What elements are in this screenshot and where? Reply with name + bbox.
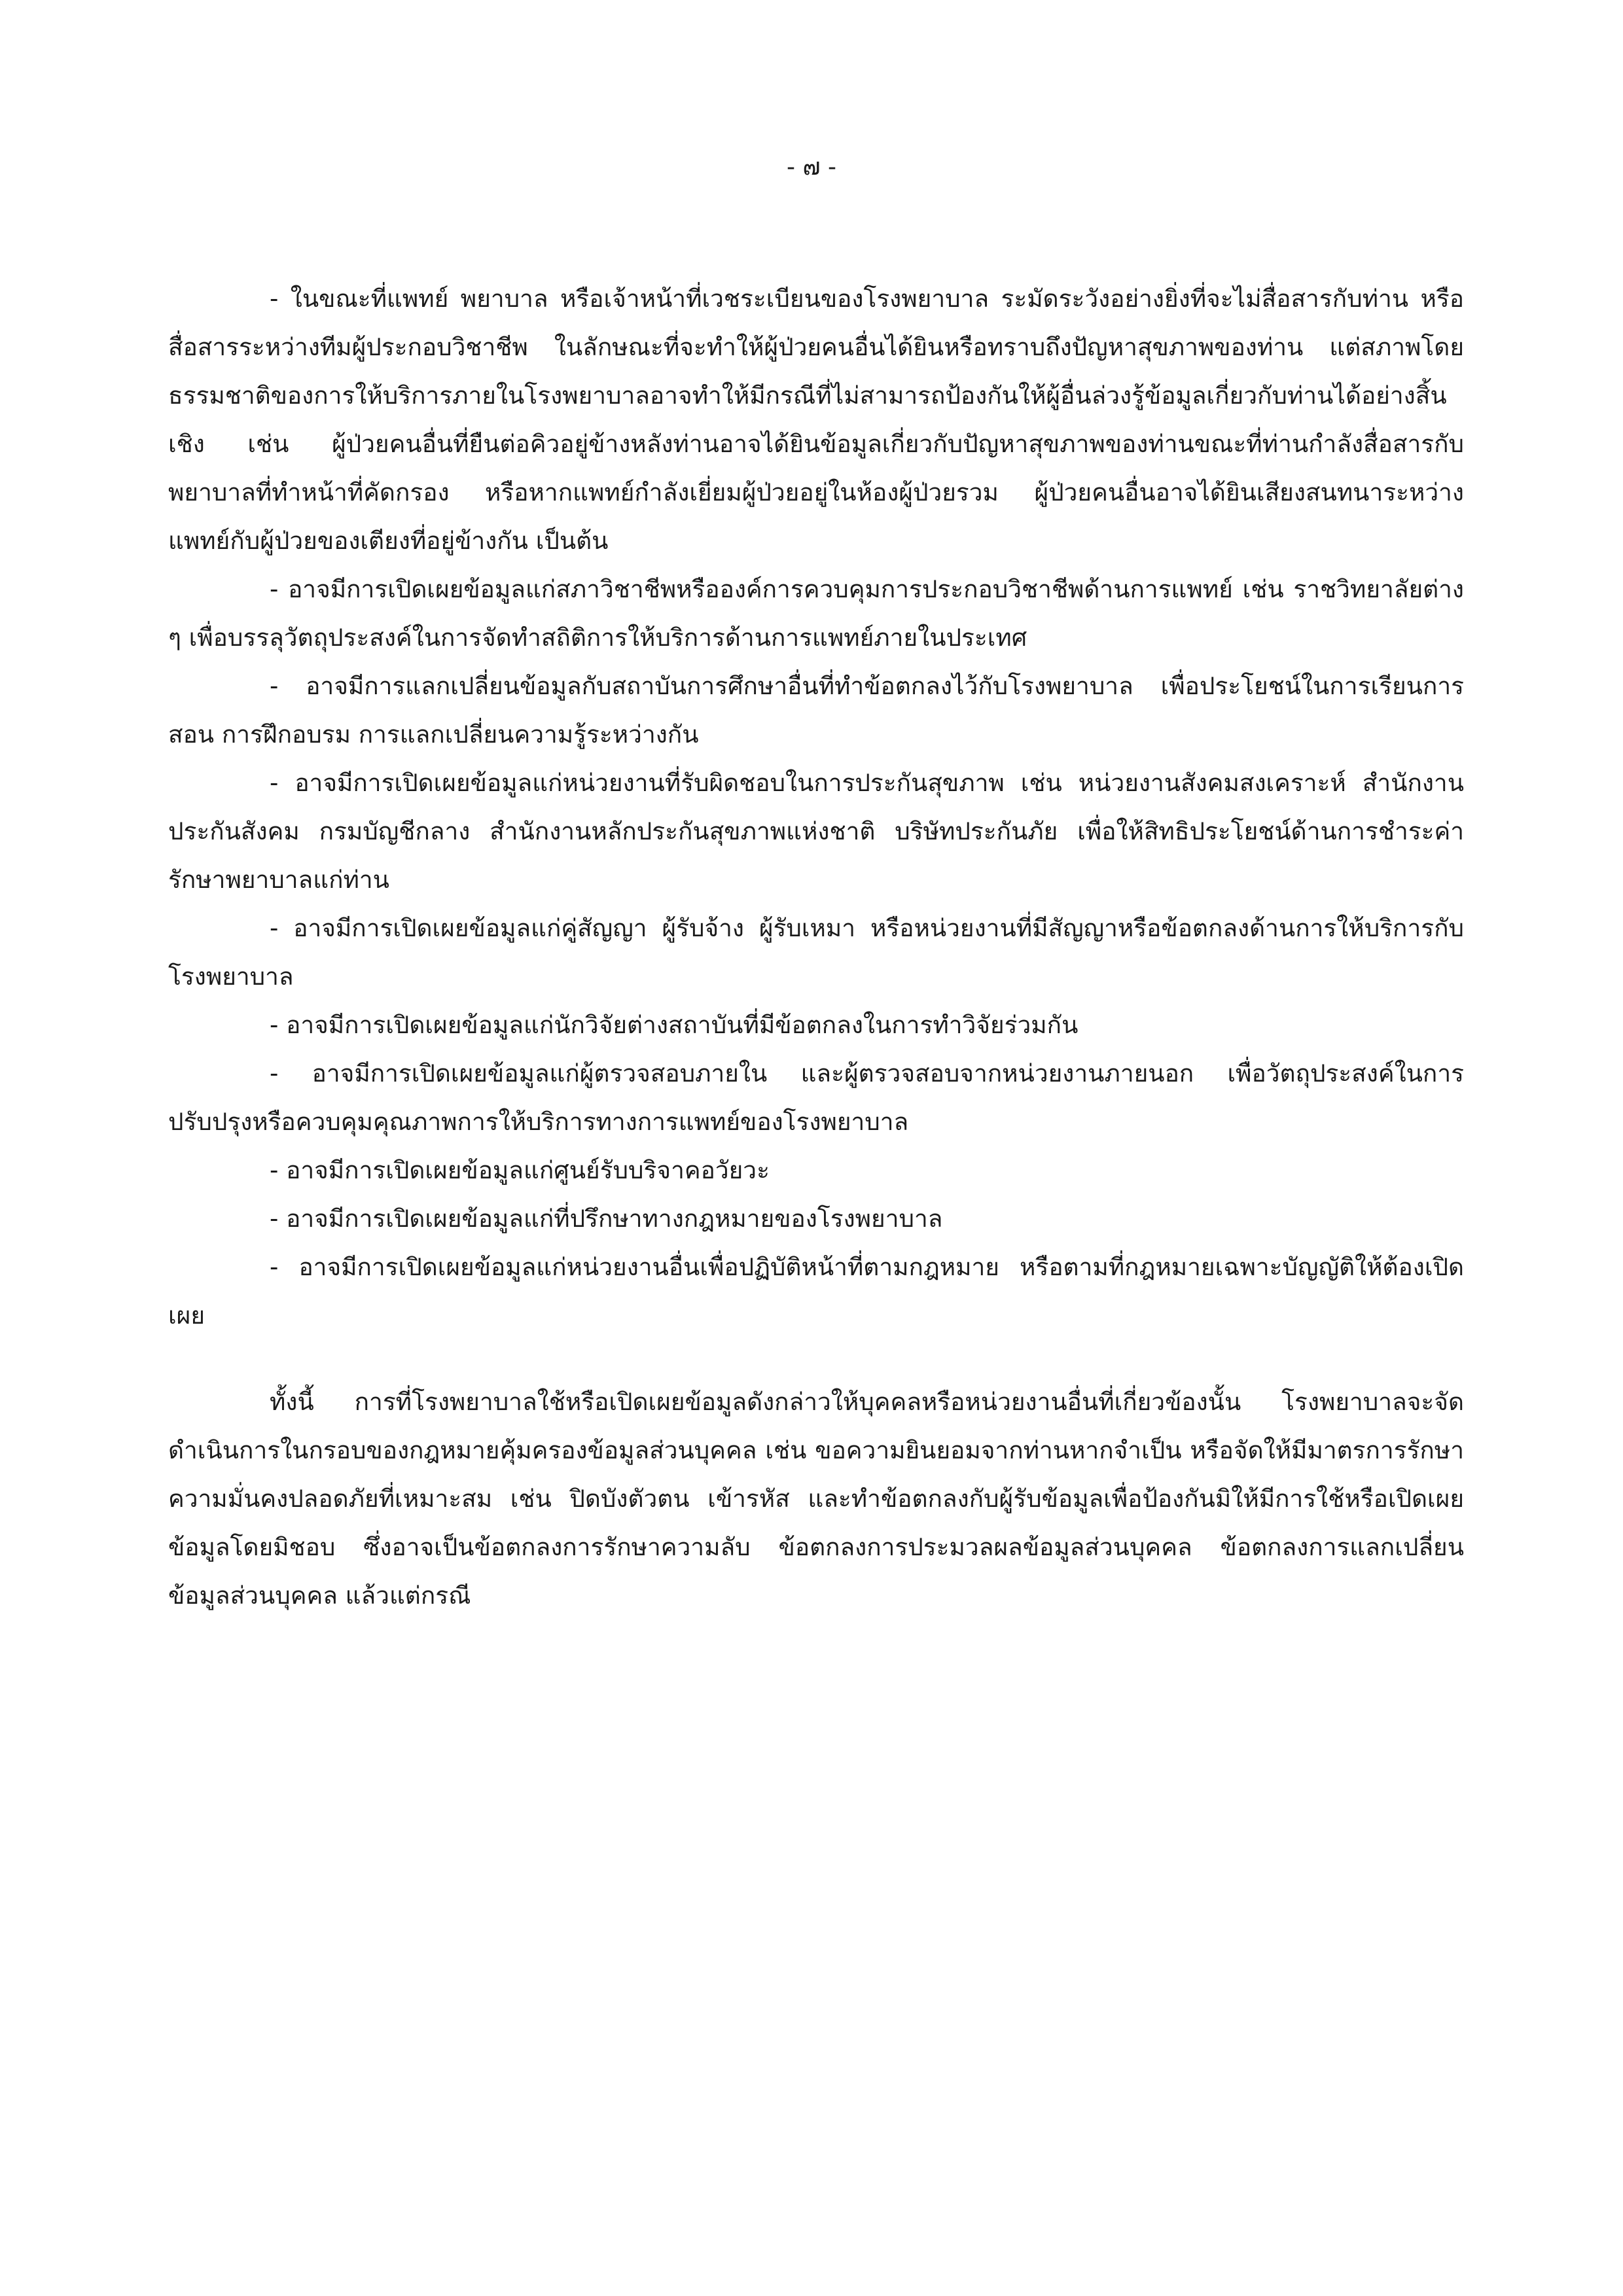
page-number: - ๗ - [787,154,836,181]
bullet-paragraph-2: - อาจมีการเปิดเผยข้อมูลแก่สภาวิชาชีพหรือองค์การควบคุมการประกอบวิชาชีพด้านการแพทย์ เช่น ราชวิทยาลัยต่าง ๆ เพื่อบรรลุวัตถุประสงค์ในการจัดทำสถิติการให้บริการด้านการแพทย์ภายในประเทศ [168,575,1464,652]
bullet-paragraph-9: - อาจมีการเปิดเผยข้อมูลแก่ที่ปรึกษาทางกฎหมายของโรงพยาบาล [270,1205,943,1233]
bullet-paragraph-1: - ในขณะที่แพทย์ พยาบาล หรือเจ้าหน้าที่เวชระเบียนของโรงพยาบาล ระมัดระวังอย่างยิ่งที่จะไม่สื่อสารกับท่าน หรือสื่อสารระหว่างทีมผู้ประกอบวิชาชีพ ในลักษณะที่จะทำให้ผู้ป่วยคนอื่นได้ยินหรือทราบถึงปัญหาสุขภาพของท่าน แต่สภาพโดยธรรมชาติของการให้บริการภายในโรงพยาบาลอาจทำให้มีกรณีที่ไม่สามารถป้องกันให้ผู้อื่นล่วงรู้ข้อมูลเกี่ยวกับท่านได้อย่างสิ้นเชิง เช่น ผู้ป่วยคนอื่นที่ยืนต่อคิวอยู่ข้างหลังท่านอาจได้ยินข้อมูลเกี่ยวกับปัญหาสุขภาพของท่านขณะที่ท่านกำลังสื่อสารกับพยาบาลที่ทำหน้าที่คัดกรอง หรือหากแพทย์กำลังเยี่ยมผู้ป่วยอยู่ในห้องผู้ป่วยรวม ผู้ป่วยคนอื่นอาจได้ยินเสียงสนทนาระหว่างแพทย์กับผู้ป่วยของเตียงที่อยู่ข้างกัน เป็นต้น [168,285,1464,555]
document-body [168,275,1464,1620]
bullet-paragraph-4: - อาจมีการเปิดเผยข้อมูลแก่หน่วยงานที่รับผิดชอบในการประกันสุขภาพ เช่น หน่วยงานสังคมสงเคราะห์ สำนักงานประกันสังคม กรมบัญชีกลาง สำนักงานหลักประกันสุขภาพแห่งชาติ บริษัทประกันภัย เพื่อให้สิทธิประโยชน์ด้านการชำระค่ารักษาพยาบาลแก่ท่าน [168,769,1464,894]
bullet-paragraph-10: - อาจมีการเปิดเผยข้อมูลแก่หน่วยงานอื่นเพื่อปฏิบัติหน้าที่ตามกฎหมาย หรือตามที่กฎหมายเฉพาะบัญญัติให้ต้องเปิดเผย [168,1253,1464,1330]
bullet-paragraph-7: - อาจมีการเปิดเผยข้อมูลแก่ผู้ตรวจสอบภายใน และผู้ตรวจสอบจากหน่วยงานภายนอก เพื่อวัตถุประสงค์ในการปรับปรุงหรือควบคุมคุณภาพการให้บริการทางการแพทย์ของโรงพยาบาล [168,1059,1464,1136]
bullet-paragraph-8: - อาจมีการเปิดเผยข้อมูลแก่ศูนย์รับบริจาคอวัยวะ [270,1156,770,1184]
closing-paragraph: ทั้งนี้ การที่โรงพยาบาลใช้หรือเปิดเผยข้อมูลดังกล่าวให้บุคคลหรือหน่วยงานอื่นที่เกี่ยวข้องนั้น โรงพยาบาลจะจัดดำเนินการในกรอบของกฎหมายคุ้มครองข้อมูลส่วนบุคคล เช่น ขอความยินยอมจากท่านหากจำเป็น หรือจัดให้มีมาตรการรักษาความมั่นคงปลอดภัยที่เหมาะสม เช่น ปิดบังตัวตน เข้ารหัส และทำข้อตกลงกับผู้รับข้อมูลเพื่อป้องกันมิให้มีการใช้หรือเปิดเผยข้อมูลโดยมิชอบ ซึ่งอาจเป็นข้อตกลงการรักษาความลับ ข้อตกลงการประมวลผลข้อมูลส่วนบุคคล ข้อตกลงการแลกเปลี่ยนข้อมูลส่วนบุคคล แล้วแต่กรณี [168,1388,1464,1610]
bullet-paragraph-5: - อาจมีการเปิดเผยข้อมูลแก่คู่สัญญา ผู้รับจ้าง ผู้รับเหมา หรือหน่วยงานที่มีสัญญาหรือข้อตกลงด้านการให้บริการกับโรงพยาบาล [168,914,1464,991]
bullet-paragraph-6: - อาจมีการเปิดเผยข้อมูลแก่นักวิจัยต่างสถาบันที่มีข้อตกลงในการทำวิจัยร่วมกัน [270,1011,1079,1039]
bullet-paragraph-3: - อาจมีการแลกเปลี่ยนข้อมูลกับสถาบันการศึกษาอื่นที่ทำข้อตกลงไว้กับโรงพยาบาล เพื่อประโยชน์ในการเรียนการสอน การฝึกอบรม การแลกเปลี่ยนความรู้ระหว่างกัน [168,672,1464,749]
